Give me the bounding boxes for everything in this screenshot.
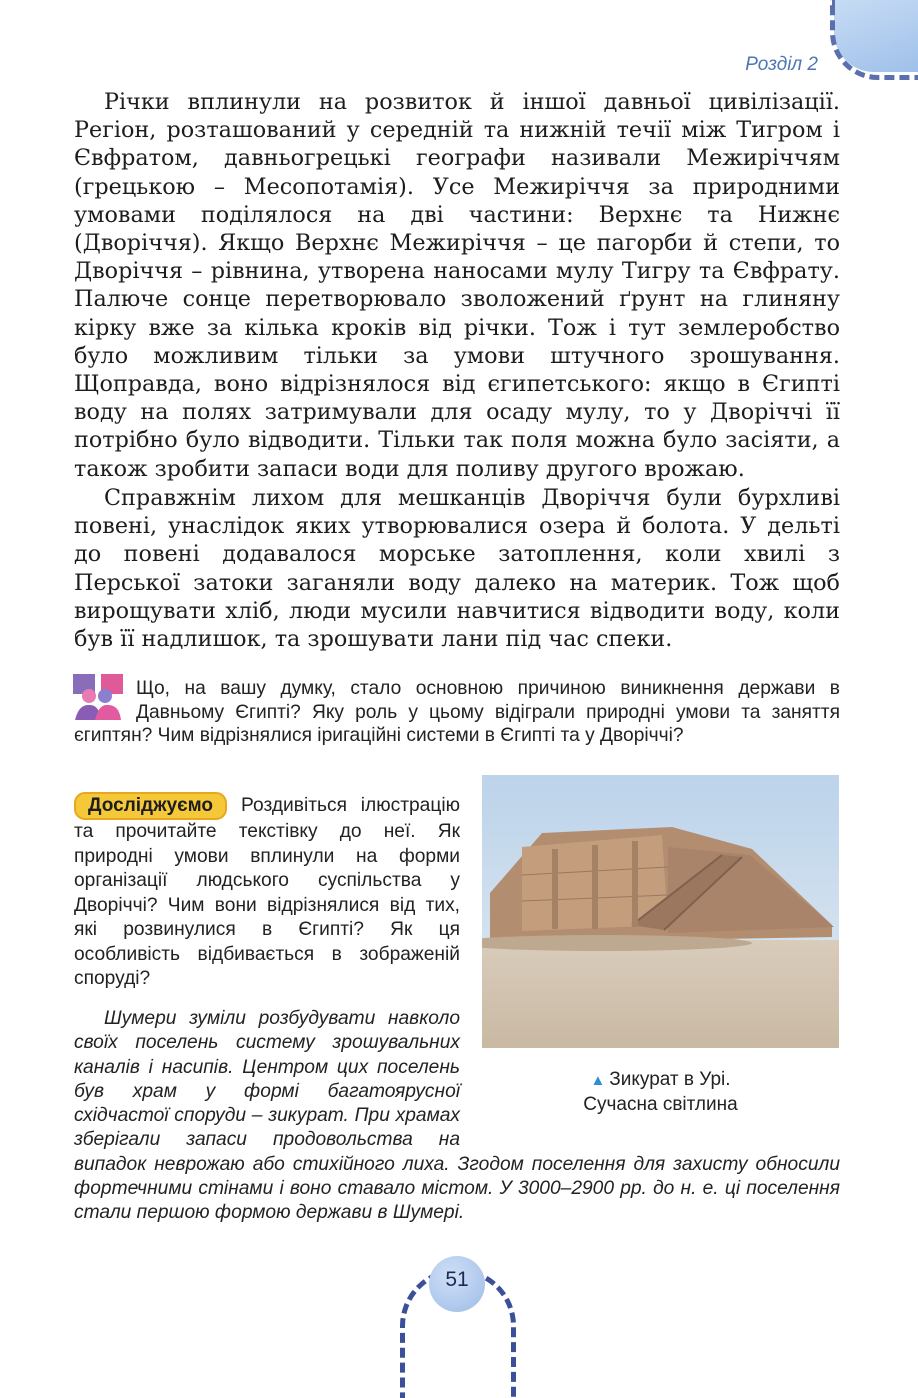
question-block <box>74 677 840 748</box>
corner-dashed-border <box>830 0 918 80</box>
body-paragraph-1: Річки вплинули на розвиток й іншої давньої цивілізації. Регіон, розташований у середній та нижній течії між Тигром і Євфратом, давньогрецькі географи називали Межиріччям (грецькою – Месопотамія). Усе Межиріччя за природними умовами поділялося на дві частини: Верхнє та Нижнє (Дворіччя). Якщо Верхнє Межиріччя – це пагорби й степи, то Дворіччя – рівнина, утворена наносами мулу Тигру та Євфрату. Палюче сонце перетворювало зволожений ґрунт на глиняну кірку вже за кілька кроків від річки. Тож і тут землеробство було можливим тільки за умови штучного зрошування. Щоправда, воно відрізнялося від єгипетського: якщо в Єгипті воду на полях затримували для осаду мулу, то у Дворіччі її потрібно було відводити. Тільки так поля можна було засіяти, а також зробити запаси води для поливу другого врожаю. <box>74 89 840 482</box>
italic-text-block <box>74 1007 840 1226</box>
research-badge: Досліджуємо <box>74 792 227 820</box>
page-number: 51 <box>445 1268 469 1291</box>
caption-line-1: Зикурат в Урі. <box>609 1069 731 1090</box>
research-block <box>74 792 460 992</box>
body-paragraph-2: Справжнім лихом для мешканців Дворіччя були бурхливі повені, унаслідок яких утворювалися озера й болота. У дельті до повені додавалося морське затоплення, коли хвилі з Перської затоки заганяли воду далеко на материк. Тож щоб вирощувати хліб, люди мусили навчитися відводити воду, коли був її надлишок, та зрошувати лани під час спеки. <box>74 485 840 653</box>
question-text: Що, на вашу думку, стало основною причиною виникнення держави в Давньому Єгипті? Яку роль у цьому відіграли природні умови та заняття єгиптян? Чим відрізнялися іригаційні системи в Єгипті та у Дворіччі? <box>74 678 840 746</box>
caption-line-2: Сучасна світлина <box>583 1094 738 1115</box>
italic-text: Шумери зуміли розбудувати навколо своїх поселень систему зрошувальних каналів і насипів. Центром цих поселень був храм у формі багатоярусної східчастої споруди – зикурат. При храмах зберігали запаси продовольства на випадок неврожаю або стихійного лиха. Згодом поселення для захисту обносили фортечними стінами і воно ставало містом. У 3000–2900 рр. до н. е. ці поселення стали першою формою держави в Шумері. <box>74 1008 840 1224</box>
triangle-up-icon: ▲ <box>590 1072 606 1089</box>
research-text: Роздивіться ілюстрацію та прочитайте текстівку до неї. Як природні умови вплинули на форми організації людського суспільства у Дворіччі? Чим вони відрізнялися від тих, які розвинулися в Єгипті? Як ця особливість відбивається в зображеній споруді? <box>74 795 460 989</box>
section-label: Розділ 2 <box>745 54 818 75</box>
